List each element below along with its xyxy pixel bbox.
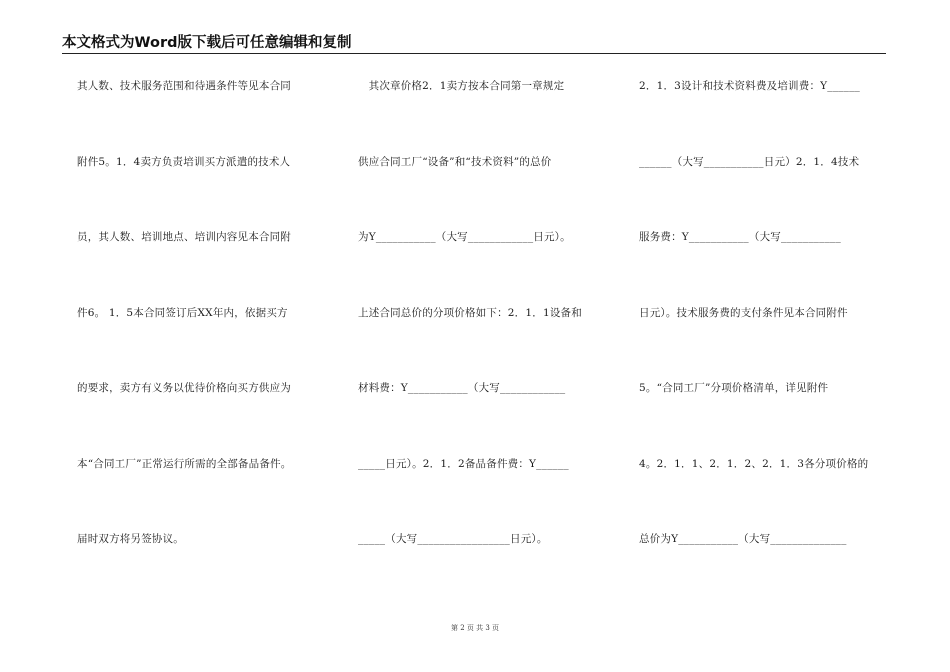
text-line: 件6。 1．5本合同签订后XX年内，依据买方 bbox=[77, 306, 288, 319]
text-line: 其次章价格2．1卖方按本合同第一章规定 bbox=[358, 80, 565, 92]
text-line: _____（大写_________________日元）。 bbox=[358, 533, 548, 545]
text-column-1 bbox=[77, 80, 329, 609]
text-line: 日元）。技术服务费的支付条件见本合同附件 bbox=[639, 306, 848, 319]
header-divider bbox=[62, 53, 886, 54]
text-line: 材料费：Y___________（大写____________ bbox=[358, 382, 566, 394]
text-line: ______（大写___________日元）2．1．4技术 bbox=[639, 155, 860, 168]
text-line: 届时双方将另签协议。 bbox=[77, 533, 184, 545]
text-line: 5。“合同工厂”分项价格清单，详见附件 bbox=[639, 382, 829, 394]
text-line: 的要求，卖方有义务以优待价格向买方供应为 bbox=[77, 382, 291, 394]
text-line: 附件5。1．4卖方负责培训买方派遣的技术人 bbox=[77, 155, 291, 168]
text-line: 供应合同工厂“设备”和“技术资料”的总价 bbox=[358, 155, 552, 168]
text-line: 其人数、技术服务范围和待遇条件等见本合同 bbox=[77, 80, 291, 92]
text-line: _____日元）。2．1．2备品备件费：Y______ bbox=[358, 457, 569, 470]
page-header: 本文格式为Word版下载后可任意编辑和复制 bbox=[62, 35, 352, 51]
text-column-2 bbox=[358, 80, 614, 609]
text-line: 4。2．1．1、2．1．2、2．1．3各分项价格的 bbox=[639, 457, 869, 470]
text-column-3 bbox=[639, 80, 889, 609]
text-line: 为Y___________（大写____________日元）。 bbox=[358, 231, 571, 243]
text-line: 服务费：Y___________（大写___________ bbox=[639, 231, 841, 243]
text-line: 上述合同总价的分项价格如下：2．1．1设备和 bbox=[358, 306, 582, 319]
page-number: 第 2 页 共 3 页 bbox=[450, 624, 500, 632]
text-line: 2．1．3设计和技术资料费及培训费：Y______ bbox=[639, 80, 860, 92]
text-line: 总价为Y___________（大写______________ bbox=[639, 533, 847, 545]
text-line: 员，其人数、培训地点、培训内容见本合同附 bbox=[77, 231, 291, 243]
text-line: 本“合同工厂”正常运行所需的全部备品备件。 bbox=[77, 457, 292, 470]
